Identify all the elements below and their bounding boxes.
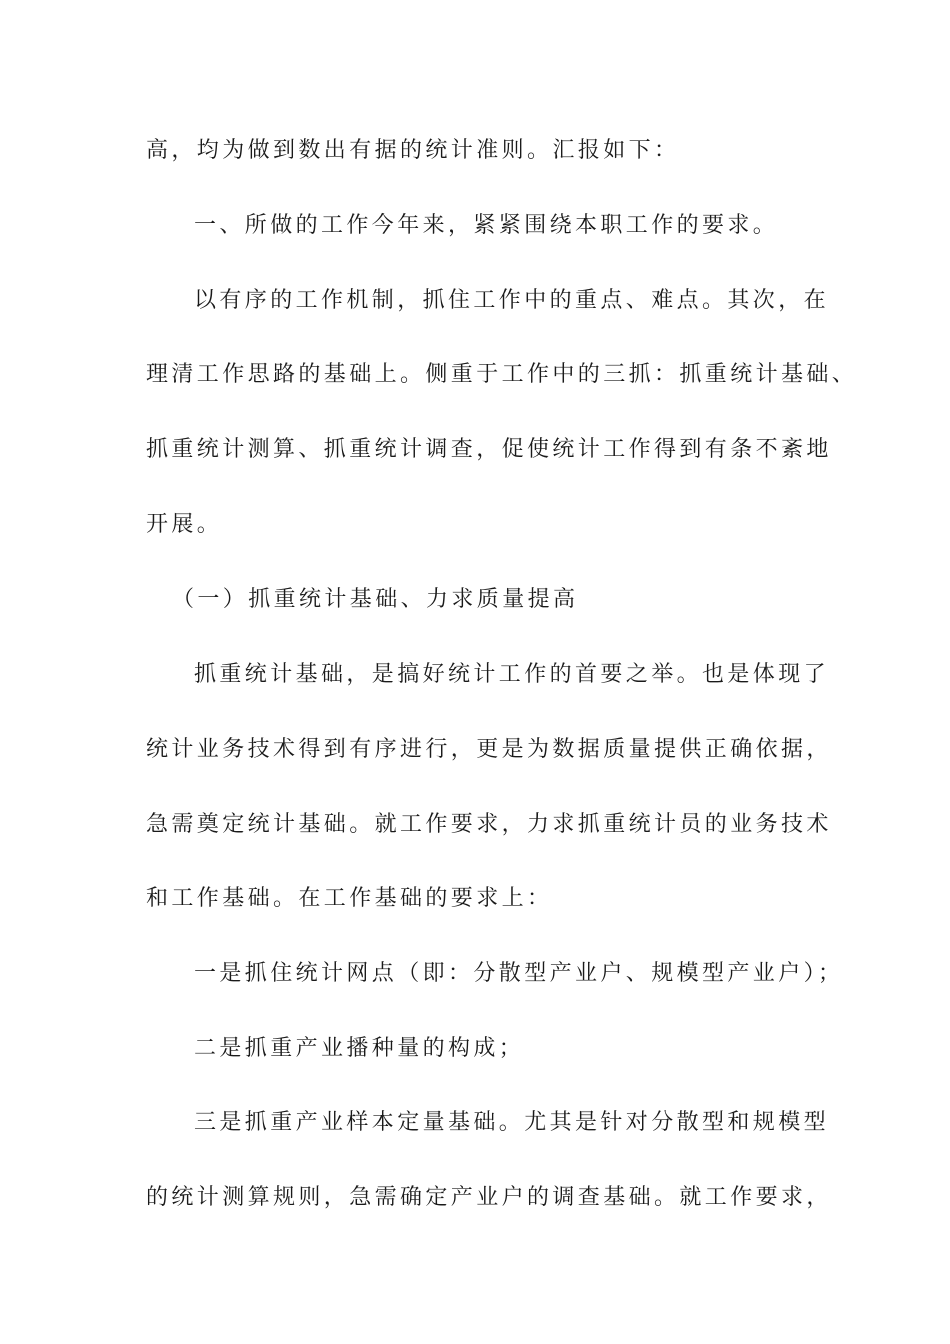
text-line-11: 和工作基础。在工作基础的要求上：	[146, 886, 553, 911]
text-line-10: 急需奠定统计基础。就工作要求，力求抓重统计员的业务技术	[146, 812, 832, 837]
text-line-14: 三是抓重产业样本定量基础。尤其是针对分散型和规模型	[194, 1110, 830, 1135]
text-line-1: 高，均为做到数出有据的统计准则。汇报如下：	[146, 138, 680, 163]
text-line-8: 抓重统计基础，是搞好统计工作的首要之举。也是体现了	[194, 662, 830, 687]
text-line-9: 统计业务技术得到有序进行，更是为数据质量提供正确依据，	[146, 737, 832, 762]
text-line-13: 二是抓重产业播种量的构成；	[194, 1036, 525, 1061]
text-line-6: 开展。	[146, 512, 223, 537]
text-line-3: 以有序的工作机制，抓住工作中的重点、难点。其次，在	[194, 288, 830, 313]
text-line-15: 的统计测算规则，急需确定产业户的调查基础。就工作要求，	[146, 1185, 832, 1210]
text-line-4: 理清工作思路的基础上。侧重于工作中的三抓：抓重统计基础、	[146, 362, 858, 387]
text-line-2: 一、所做的工作今年来，紧紧围绕本职工作的要求。	[194, 213, 779, 238]
text-line-12: 一是抓住统计网点（即：分散型产业户、规模型产业户）；	[194, 961, 844, 986]
text-line-5: 抓重统计测算、抓重统计调查，促使统计工作得到有条不紊地	[146, 437, 832, 462]
section-heading: （一）抓重统计基础、力求质量提高	[172, 587, 579, 612]
